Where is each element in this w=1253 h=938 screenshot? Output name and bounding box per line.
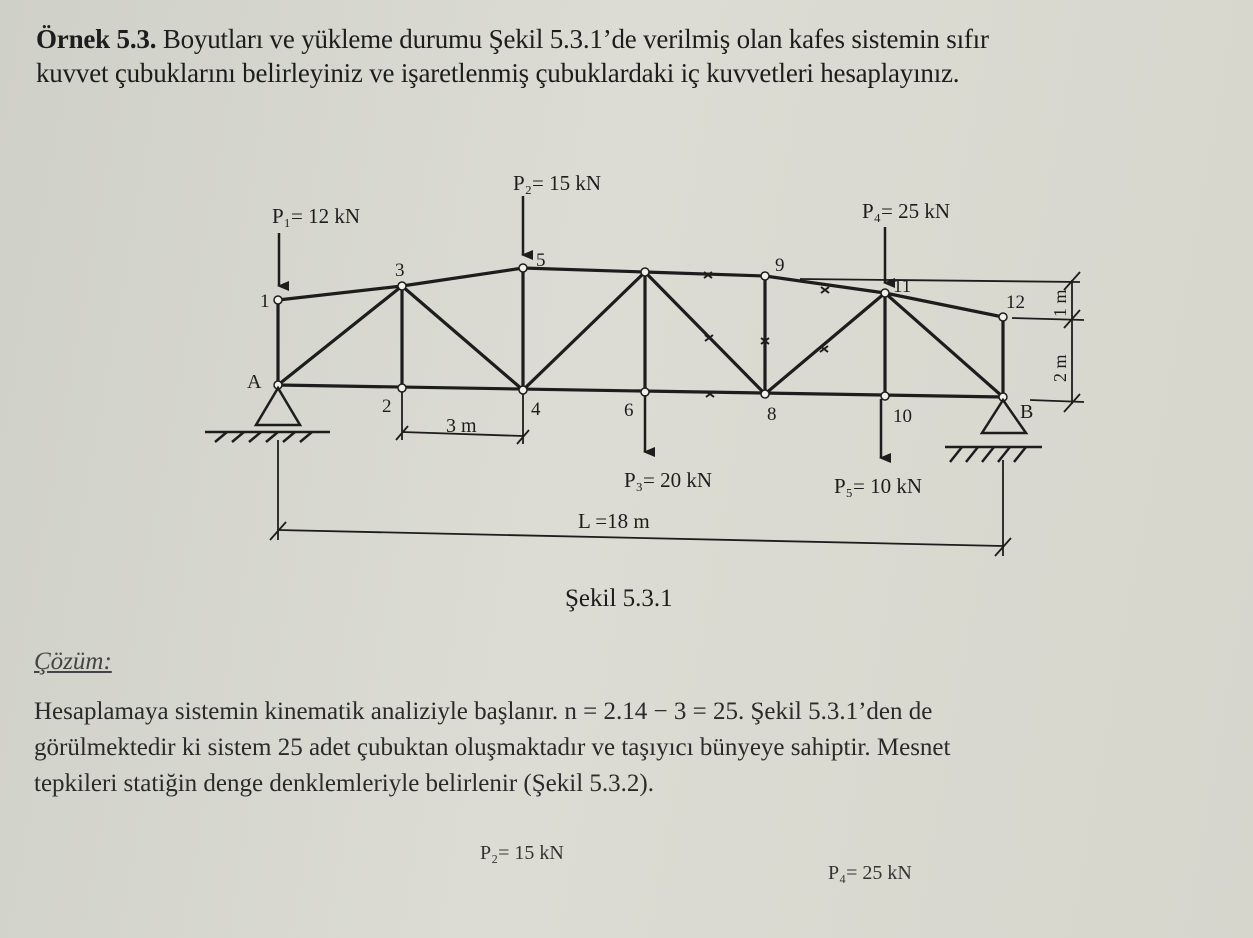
node-label-11: 11: [893, 276, 912, 297]
dimension-1m: 1 m: [1050, 289, 1070, 317]
dimension-3m: 3 m: [446, 415, 477, 437]
node-label-8: 8: [767, 404, 777, 425]
node-label-9: 9: [775, 255, 785, 276]
support-A: [205, 388, 330, 442]
load-label-p3: P₃= 20 kN: [624, 468, 713, 492]
dimension-lines: [270, 272, 1084, 556]
node-label-4: 4: [531, 399, 541, 420]
diagonal-3-4: [402, 286, 523, 390]
figure-caption: Şekil 5.3.1: [565, 585, 673, 612]
solution-body: [34, 694, 1214, 802]
node-label-2: 2: [382, 396, 392, 417]
solution-line-1: Hesaplamaya sistemin kinematik analiziyle başlanır. n = 2.14 − 3 = 25. Şekil 5.3.1’den de: [34, 698, 933, 725]
load-label-p4: P₄= 25 kN: [862, 199, 951, 223]
solution-line-2: görülmektedir ki sistem 25 adet çubuktan oluşmaktadır ve taşıyıcı bünyeye sahiptir. Mesnet: [34, 734, 951, 761]
diagonal-4-7: [523, 272, 645, 390]
example-label: Örnek 5.3.: [36, 24, 157, 54]
problem-line-2: kuvvet çubuklarını belirleyiniz ve işaretlenmiş çubuklardaki iç kuvvetleri hesaplayınız.: [36, 58, 960, 88]
solution-line-3: tepkileri statiğin denge denklemleriyle belirlenir (Şekil 5.3.2).: [34, 770, 654, 797]
node-label-3: 3: [395, 260, 405, 281]
load-arrows: [279, 196, 885, 458]
load-label-p5: P₅= 10 kN: [834, 474, 923, 498]
node-label-6: 6: [624, 400, 634, 421]
problem-line-1: Örnek 5.3. Boyutları ve yükleme durumu Şekil 5.3.1’de verilmiş olan kafes sistemin sıfır: [36, 24, 989, 54]
diagonal-7-8: [645, 272, 765, 394]
node-label-A: A: [247, 371, 262, 393]
node-label-10: 10: [893, 406, 912, 427]
load-label-p1: P₁= 12 kN: [272, 204, 361, 228]
diagonal-A-3: [278, 286, 402, 385]
solution-heading: Çözüm:: [34, 648, 112, 675]
dimension-2m: 2 m: [1050, 354, 1070, 382]
load-label-p2: P₂= 15 kN: [513, 171, 602, 195]
node-label-5: 5: [536, 250, 546, 271]
node-label-B: B: [1020, 401, 1034, 423]
node-label-1: 1: [260, 291, 270, 312]
node-label-12: 12: [1006, 292, 1025, 313]
diagonal-8-11: [765, 293, 885, 394]
diagonal-11-B: [885, 293, 1003, 397]
partial-load-left: P₂= 15 kN: [480, 842, 564, 864]
dimension-length: L =18 m: [578, 509, 650, 533]
partial-load-right: P₄= 25 kN: [828, 862, 912, 884]
